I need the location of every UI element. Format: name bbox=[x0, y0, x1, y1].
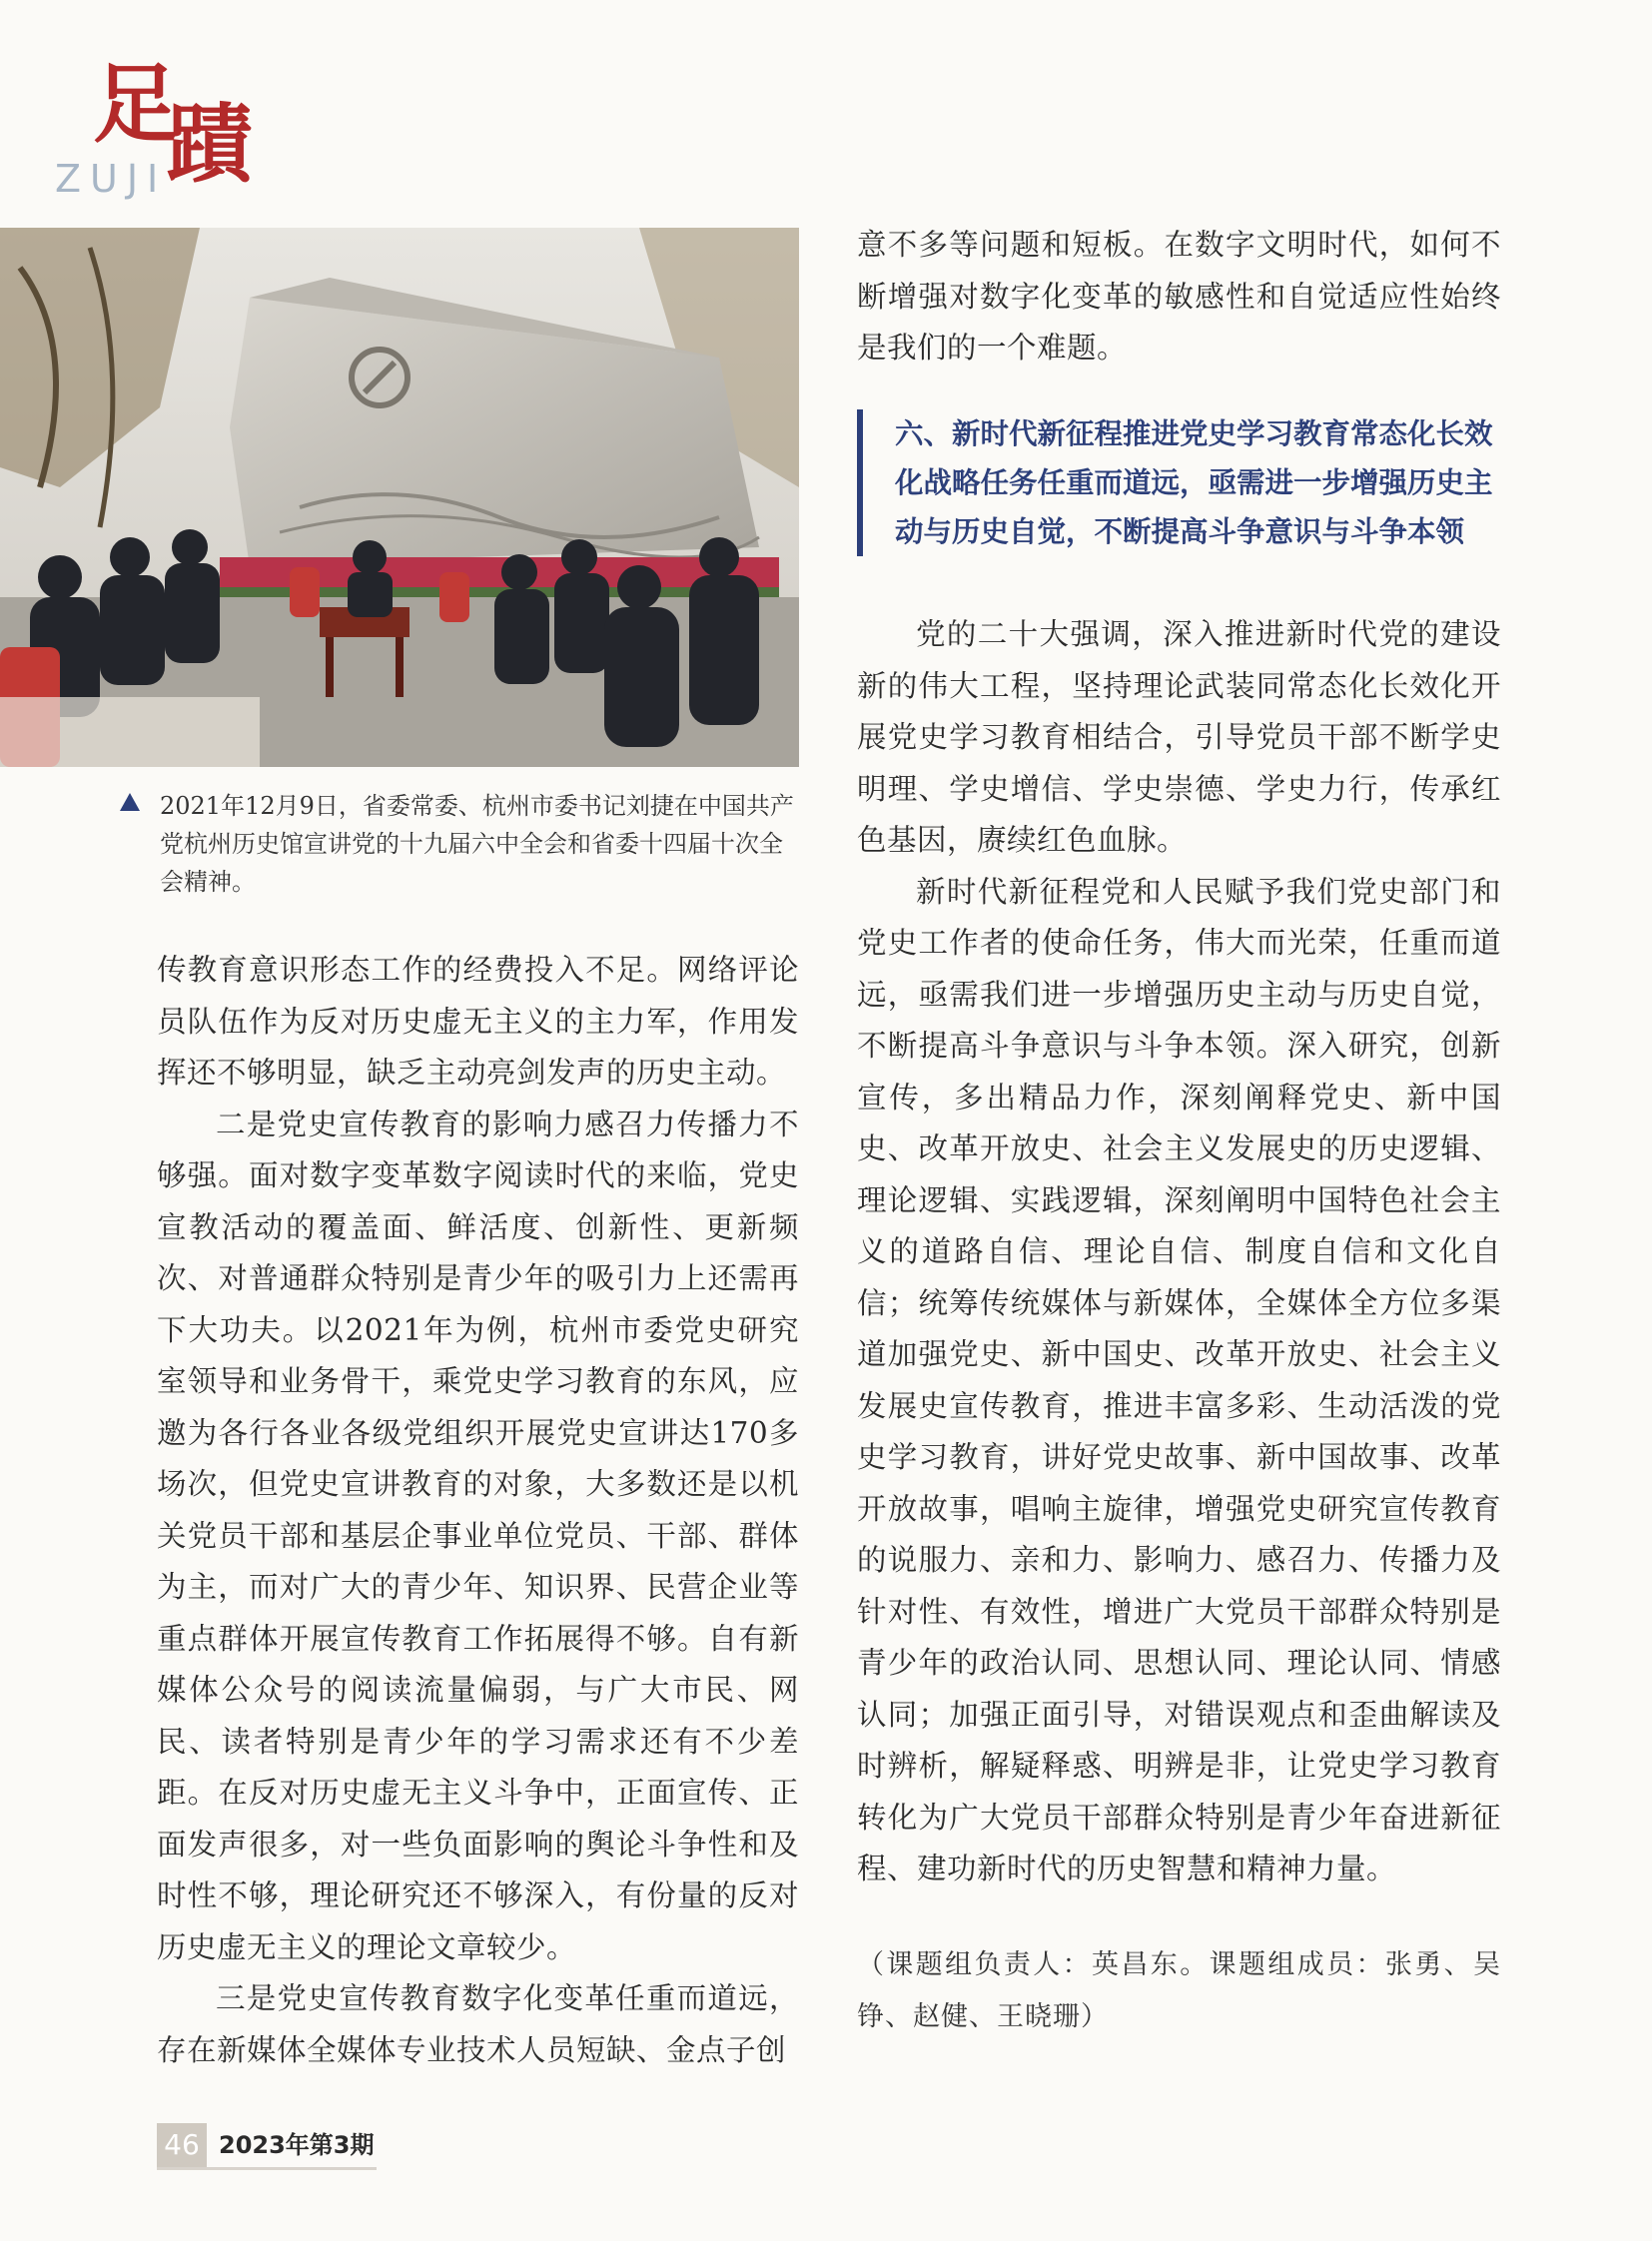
logo-pinyin: ZUJI bbox=[55, 157, 168, 201]
issue-label: 2023年第3期 bbox=[219, 2131, 375, 2159]
right-paragraph-1: 党的二十大强调，深入推进新时代党的建设新的伟大工程，坚持理论武装同常态化长效化开展党史学习教育相结合，引导党员干部不断学史明理、学史增信、学史崇德、学史力行，传承红色基因，赓续红色血脉。 bbox=[857, 617, 1501, 857]
caption-text: 2021年12月9日，省委常委、杭州市委书记刘捷在中国共产党杭州历史馆宣讲党的十九届六中全会和省委十四届十次全会精神。 bbox=[160, 792, 794, 896]
left-paragraph-2: 二是党史宣传教育的影响力感召力传播力不够强。面对数字变革数字阅读时代的来临，党史宣教活动的覆盖面、鲜活度、创新性、更新频次、对普通群众特别是青少年的吸引力上还需再下大功夫。以2021年为例，杭州市委党史研究室领导和业务骨干，乘党史学习教育的东风，应邀为各行各业各级党组织开展党史宣讲达170多场次，但党史宣讲教育的对象，大多数还是以机关党员干部和基层企事业单位党员、干部、群体为主，而对广大的青少年、知识界、民营企业等重点群体开展宣传教育工作拓展得不够。自有新媒体公众号的阅读流量偏弱，与广大市民、网民、读者特别是青少年的学习需求还有不少差距。在反对历史虚无主义斗争中，正面宣传、正面发声很多，对一些负面影响的舆论斗争性和及时性不够，理论研究还不够深入，有份量的反对历史虚无主义的理论文章较少。 bbox=[157, 1107, 799, 1964]
research-group-credit: （课题组负责人：英昌东。课题组成员：张勇、吴铮、赵健、王晓珊） bbox=[857, 1949, 1501, 2032]
photo-caption bbox=[160, 787, 799, 901]
caption-triangle-icon bbox=[120, 793, 140, 811]
section-heading bbox=[857, 409, 1501, 556]
logo-chinese-char-1: 足 bbox=[93, 54, 179, 155]
page-number: 46 bbox=[157, 2123, 207, 2167]
left-paragraph-1: 传教育意识形态工作的经费投入不足。网络评论员队伍作为反对历史虚无主义的主力军，作用发挥还不够明显，缺乏主动亮剑发声的历史主动。 bbox=[157, 953, 799, 1090]
right-paragraph-continuation: 意不多等问题和短板。在数字文明时代，如何不断增强对数字化变革的敏感性和自觉适应性始终是我们的一个难题。 bbox=[857, 228, 1501, 365]
magazine-logo bbox=[55, 54, 295, 212]
left-column bbox=[157, 945, 799, 2076]
left-paragraph-3: 三是党史宣传教育数字化变革任重而道远，存在新媒体全媒体专业技术人员短缺、金点子创 bbox=[157, 1981, 799, 2067]
event-photo bbox=[0, 228, 799, 767]
section-heading-text: 六、新时代新征程推进党史学习教育常态化长效化战略任务任重而道远，亟需进一步增强历史主动与历史自觉，不断提高斗争意识与斗争本领 bbox=[895, 417, 1493, 548]
photo-illustration bbox=[0, 228, 799, 767]
right-column-body bbox=[857, 609, 1501, 1895]
logo-chinese-char-2: 蹟 bbox=[167, 94, 253, 195]
right-paragraph-2: 新时代新征程党和人民赋予我们党史部门和党史工作者的使命任务，伟大而光荣，任重而道远，亟需我们进一步增强历史主动与历史自觉，不断提高斗争意识与斗争本领。深入研究，创新宣传，多出精品力作，深刻阐释党史、新中国史、改革开放史、社会主义发展史的历史逻辑、理论逻辑、实践逻辑，深刻阐明中国特色社会主义的道路自信、理论自信、制度自信和文化自信；统筹传统媒体与新媒体，全媒体全方位多渠道加强党史、新中国史、改革开放史、社会主义发展史宣传教育，推进丰富多彩、生动活泼的党史学习教育，讲好党史故事、新中国故事、改革开放故事，唱响主旋律，增强党史研究宣传教育的说服力、亲和力、影响力、感召力、传播力及针对性、有效性，增进广大党员干部群众特别是青少年的政治认同、思想认同、理论认同、情感认同；加强正面引导，对错误观点和歪曲解读及时辨析，解疑释惑、明辨是非，让党史学习教育转化为广大党员干部群众特别是青少年奋进新征程、建功新时代的历史智慧和精神力量。 bbox=[857, 874, 1501, 1885]
right-column-top bbox=[857, 220, 1501, 374]
footer-divider bbox=[157, 2167, 377, 2170]
